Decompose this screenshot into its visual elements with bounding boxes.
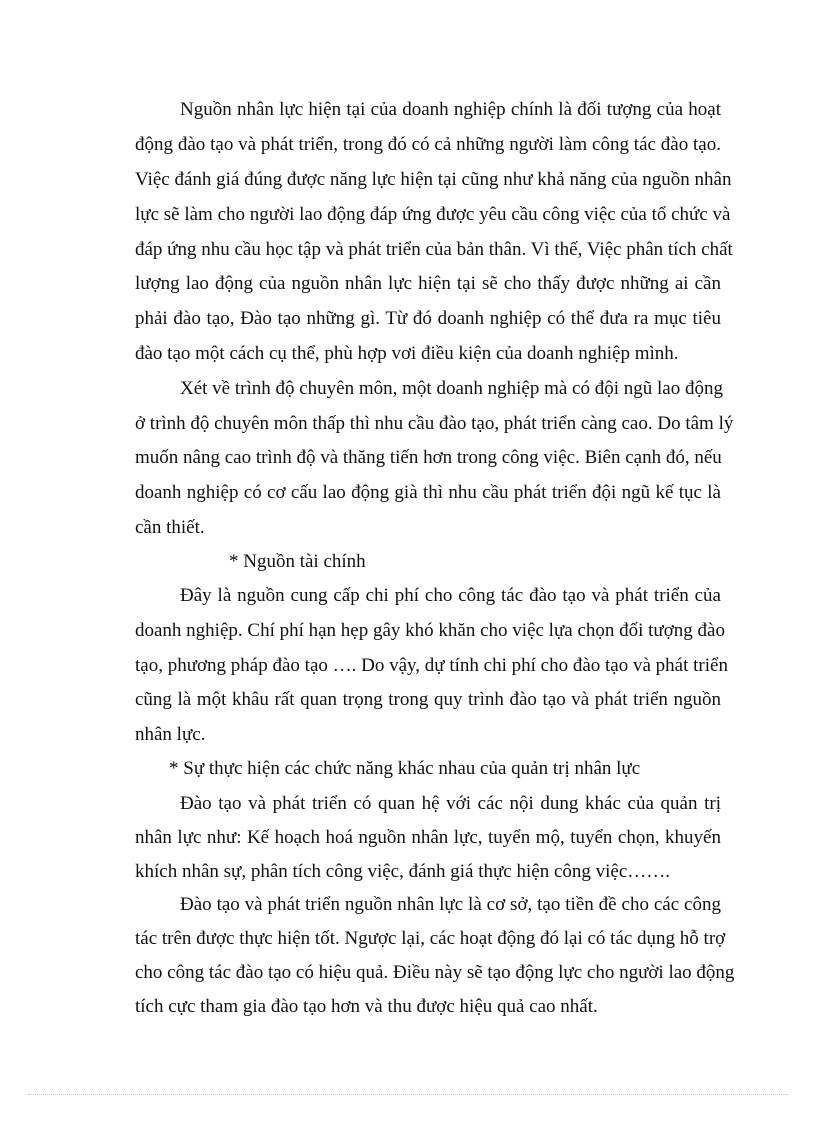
paragraph-line: khích nhân sự, phân tích công việc, đánh giá thực hiện công việc…….: [135, 861, 671, 882]
paragraph-line: lượng lao động của nguồn nhân lực hiện tại sẽ cho thấy được những ai cần: [135, 273, 721, 294]
paragraph-line: cho công tác đào tạo có hiệu quả. Điều này sẽ tạo động lực cho người lao động: [135, 962, 735, 983]
paragraph-line: phải đào tạo, Đào tạo những gì. Từ đó doanh nghiệp có thể đưa ra mục tiêu: [135, 308, 721, 329]
paragraph-line: cần thiết.: [135, 517, 205, 538]
paragraph-line: động đào tạo và phát triển, trong đó có cả những người làm công tác đào tạo.: [135, 134, 721, 155]
paragraph-line: doanh nghiệp có cơ cấu lao động già thì nhu cầu phát triển đội ngũ kế tục là: [135, 482, 721, 503]
paragraph-line: Đây là nguồn cung cấp chi phí cho công tác đào tạo và phát triển của: [180, 585, 721, 606]
paragraph-line: nhân lực như: Kế hoạch hoá nguồn nhân lực, tuyển mộ, tuyển chọn, khuyến: [135, 827, 721, 848]
paragraph-line: tạo, phương pháp đào tạo …. Do vậy, dự tính chi phí cho đào tạo và phát triển: [135, 655, 728, 676]
paragraph-line: Đào tạo và phát triển nguồn nhân lực là cơ sở, tạo tiền đề cho các công: [180, 894, 721, 915]
paragraph-line: tác trên được thực hiện tốt. Ngược lại, các hoạt động đó lại có tác dụng hỗ trợ: [135, 928, 726, 949]
paragraph-line: nhân lực.: [135, 724, 206, 745]
paragraph-line: cũng là một khâu rất quan trọng trong quy trình đào tạo và phát triển nguồn: [135, 689, 721, 710]
paragraph-line: Xét về trình độ chuyên môn, một doanh nghiệp mà có đội ngũ lao động: [180, 378, 723, 399]
paragraph-line: đào tạo một cách cụ thể, phù hợp vơi điều kiện của doanh nghiệp mình.: [135, 343, 679, 364]
section-heading: * Sự thực hiện các chức năng khác nhau của quản trị nhân lực: [169, 758, 641, 779]
paragraph-line: tích cực tham gia đào tạo hơn và thu được hiệu quả cao nhất.: [135, 996, 598, 1017]
page-footer-rule: [28, 1094, 788, 1095]
paragraph-line: muốn nâng cao trình độ và thăng tiến hơn trong công việc. Biên cạnh đó, nếu: [135, 447, 722, 468]
paragraph-line: Việc đánh giá đúng được năng lực hiện tại cũng như khả năng của nguồn nhân: [135, 169, 732, 190]
paragraph-line: Nguồn nhân lực hiện tại của doanh nghiệp chính là đối tượng của hoạt: [180, 99, 721, 120]
section-heading: * Nguồn tài chính: [229, 551, 366, 572]
paragraph-line: doanh nghiệp. Chí phí hạn hẹp gây khó khăn cho việc lựa chọn đối tượng đào: [135, 620, 725, 641]
paragraph-line: đáp ứng nhu cầu học tập và phát triển của bản thân. Vì thế, Việc phân tích chất: [135, 239, 733, 260]
paragraph-line: ở trình độ chuyên môn thấp thì nhu cầu đào tạo, phát triển càng cao. Do tâm lý: [135, 413, 734, 434]
paragraph-line: Đào tạo và phát triển có quan hệ với các nội dung khác của quản trị: [180, 793, 721, 814]
paragraph-line: lực sẽ làm cho người lao động đáp ứng được yêu cầu công việc của tổ chức và: [135, 204, 731, 225]
